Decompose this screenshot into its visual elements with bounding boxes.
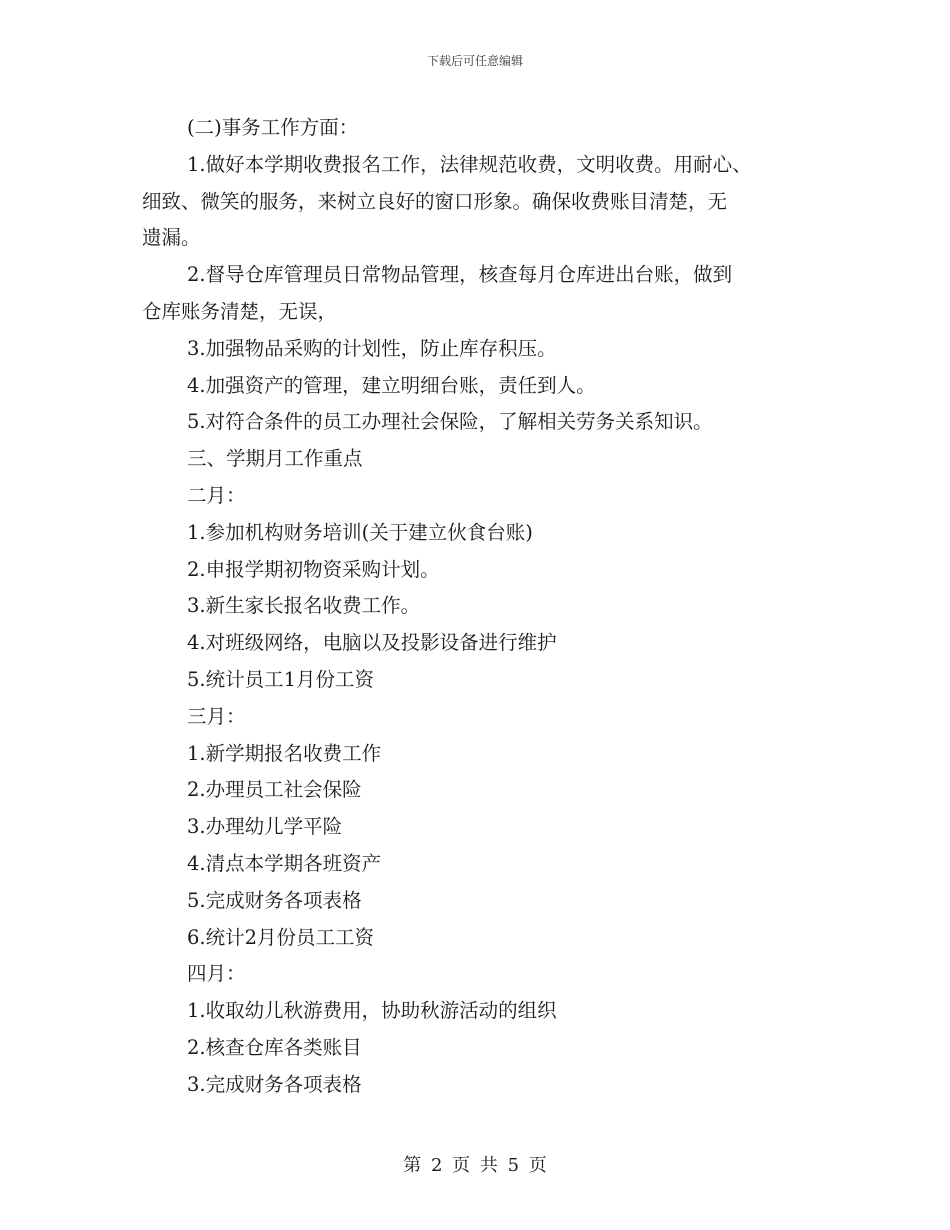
paragraph-line: 三月：	[187, 704, 246, 728]
paragraph	[142, 809, 812, 846]
paragraph-line: 2.督导仓库管理员日常物品管理，核查每月仓库进出台账，做到	[187, 263, 733, 287]
paragraph-line: 三、学期月工作重点	[187, 447, 363, 471]
paragraph-line: 5.对符合条件的员工办理社会保险，了解相关劳务关系知识。	[187, 410, 713, 434]
paragraph-line: 2.核查仓库各类账目	[187, 1035, 362, 1059]
paragraph	[142, 515, 812, 552]
paragraph-line: 6.统计2月份员工工资	[187, 925, 375, 949]
paragraph-line: 4.对班级网络，电脑以及投影设备进行维护	[187, 631, 557, 655]
paragraph-line: 1.参加机构财务培训(关于建立伙食台账)	[187, 520, 533, 544]
paragraph	[142, 772, 812, 809]
paragraph-line: 2.申报学期初物资采购计划。	[187, 557, 440, 581]
paragraph	[142, 404, 812, 441]
paragraph-line: 1.做好本学期收费报名工作，法律规范收费，文明收费。用耐心、	[187, 152, 752, 176]
paragraph-line: 3.新生家长报名收费工作。	[187, 594, 421, 618]
paragraph-line: 1.收取幼儿秋游费用，协助秋游活动的组织	[187, 999, 557, 1023]
paragraph-line: 细致、微笑的服务，来树立良好的窗口形象。确保收费账目清楚，无	[142, 189, 728, 213]
paragraph	[142, 625, 812, 662]
paragraph	[142, 736, 812, 773]
paragraph-line: 5.完成财务各项表格	[187, 888, 362, 912]
paragraph	[142, 331, 812, 368]
paragraph	[142, 588, 812, 625]
page-number-footer: 第 2 页 共 5 页	[403, 1155, 547, 1176]
paragraph-line: 4.加强资产的管理，建立明细台账，责任到人。	[187, 373, 596, 397]
paragraph	[142, 846, 812, 883]
paragraph-line: 2.办理员工社会保险	[187, 778, 362, 802]
paragraph	[142, 920, 812, 957]
paragraph-line: 遗漏。	[142, 226, 201, 250]
paragraph	[142, 1067, 812, 1104]
paragraph-line: 5.统计员工1月份工资	[187, 667, 375, 691]
paragraph-line: 3.办理幼儿学平险	[187, 815, 343, 839]
paragraph	[142, 478, 812, 515]
paragraph	[142, 110, 812, 147]
paragraph	[142, 1030, 812, 1067]
paragraph	[142, 699, 812, 736]
paragraph	[142, 993, 812, 1030]
paragraph	[142, 552, 812, 589]
header-note: 下载后可任意编辑	[426, 54, 523, 68]
paragraph-line: 1.新学期报名收费工作	[187, 741, 382, 765]
document-body	[142, 110, 812, 1104]
paragraph-line: 4.清点本学期各班资产	[187, 851, 382, 875]
paragraph-line: 3.加强物品采购的计划性，防止库存积压。	[187, 336, 557, 360]
paragraph	[142, 368, 812, 405]
paragraph	[142, 257, 812, 331]
paragraph-line: 3.完成财务各项表格	[187, 1072, 362, 1096]
paragraph	[142, 956, 812, 993]
paragraph-line: (二)事务工作方面：	[187, 116, 359, 139]
paragraph	[142, 883, 812, 920]
paragraph	[142, 441, 812, 478]
paragraph	[142, 147, 812, 257]
paragraph-line: 四月：	[187, 962, 246, 986]
paragraph-line: 二月：	[187, 483, 246, 507]
paragraph	[142, 662, 812, 699]
paragraph-line: 仓库账务清楚，无误，	[142, 299, 338, 323]
